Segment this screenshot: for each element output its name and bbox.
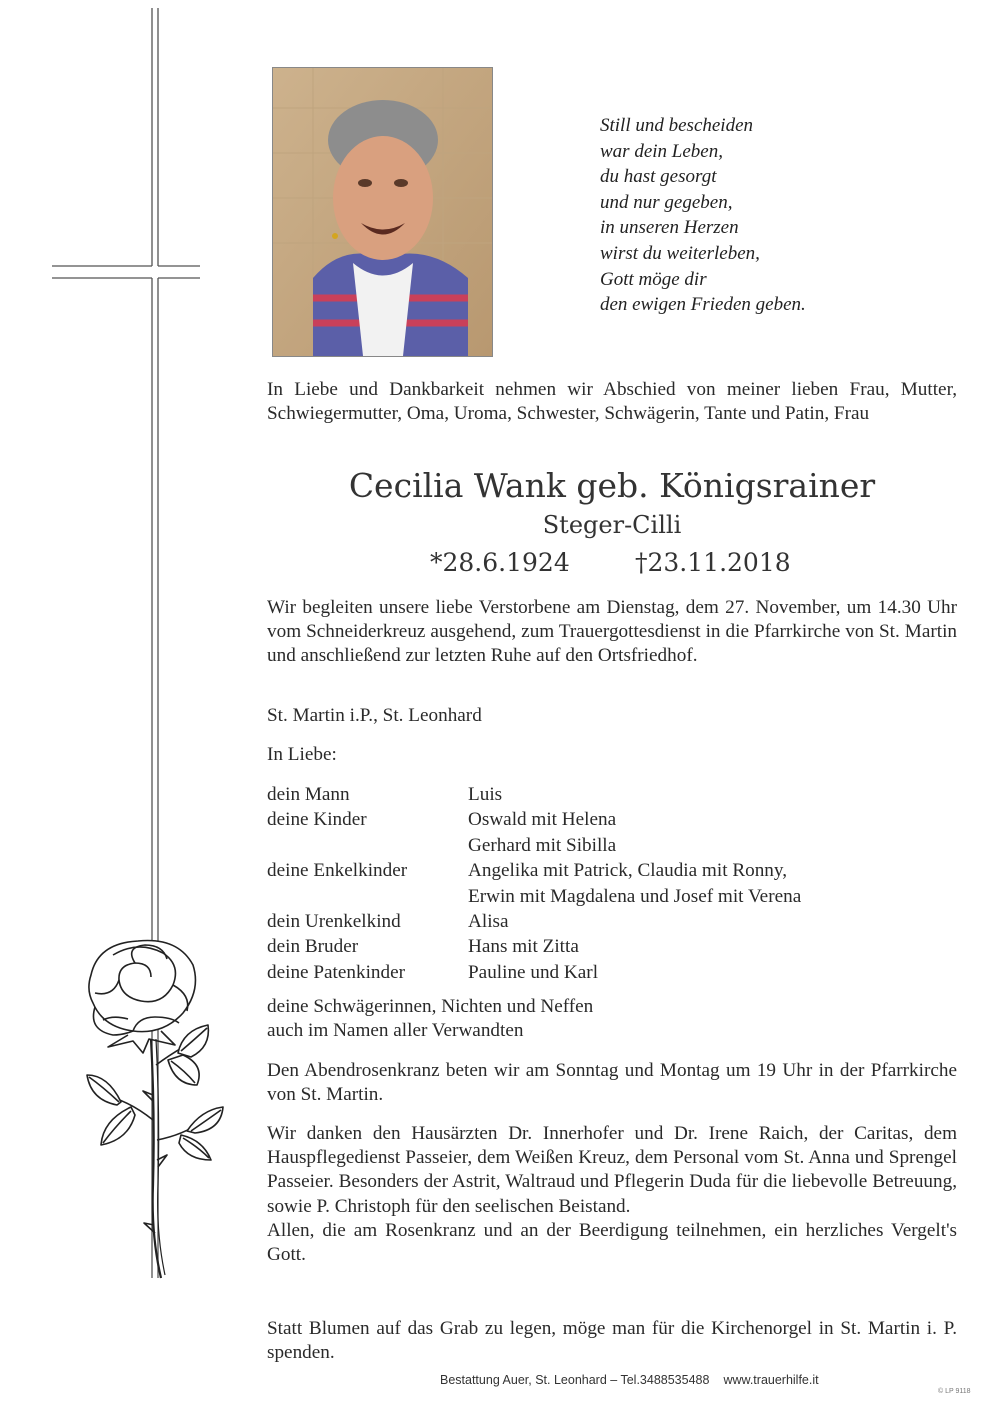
mourners-list (267, 782, 957, 985)
mourner-names: Gerhard mit Sibilla (468, 834, 617, 856)
print-code: © LP 9118 (938, 1388, 971, 1395)
poem (600, 113, 940, 318)
poem-line: Gott möge dir (600, 268, 707, 290)
relation: dein Urenkelkind (267, 910, 401, 932)
mourner-row (267, 934, 957, 959)
mourner-names: Hans mit Zitta (468, 936, 579, 958)
mourner-row (267, 782, 957, 807)
poem-line: war dein Leben, (600, 140, 723, 162)
funeral-notice: Wir begleiten unsere liebe Verstorbene am Dienstag, dem 27. November, um 14.30 Uhr vom Schneiderkreuz ausgehend, zum Trauergottesdienst in die Pfarrkirche von St. Martin und anschließend zur letzten Ruhe auf den Ortsfriedhof. (267, 597, 957, 667)
mourner-row (267, 909, 957, 934)
thanks-text (267, 1122, 957, 1267)
birth-date: *28.6.1924 (430, 548, 570, 577)
poem-line: und nur gegeben, (600, 191, 733, 213)
mourner-names: Alisa (468, 910, 509, 932)
deceased-nickname: Steger-Cilli (542, 511, 682, 539)
in-love-heading: In Liebe: (267, 744, 337, 765)
relation: deine Kinder (267, 809, 367, 831)
relation (267, 833, 468, 858)
mourner-row (267, 884, 957, 909)
poem-line: den ewigen Frieden geben. (600, 294, 806, 316)
undertaker-info: Bestattung Auer, St. Leonhard – Tel.3488535488 (440, 1373, 710, 1387)
poem-line: Still und bescheiden (600, 115, 754, 136)
portrait-photo (272, 67, 493, 357)
mourner-names: Oswald mit Helena (468, 809, 617, 831)
flowers-notice: Statt Blumen auf das Grab zu legen, möge man für die Kirchenorgel in St. Martin i. P. spenden. (267, 1318, 957, 1364)
death-date: †23.11.2018 (635, 548, 791, 577)
relatives-line: deine Schwägerinnen, Nichten und Neffen (267, 996, 594, 1017)
poem-line: du hast gesorgt (600, 166, 717, 188)
life-dates (430, 547, 810, 579)
mourner-names: Angelika mit Patrick, Claudia mit Ronny, (468, 860, 788, 882)
thanks-paragraph: Allen, die am Rosenkranz und an der Beerdigung teilnehmen, ein herzliches Vergelt's Gott. (267, 1219, 957, 1266)
website-link[interactable]: www.trauerhilfe.it (723, 1373, 819, 1387)
relation: dein Mann (267, 784, 350, 805)
thanks-paragraph: Wir danken den Hausärzten Dr. Innerhofer und Dr. Irene Raich, der Caritas, dem Hauspflegedienst Passeier, dem Weißen Kreuz, dem Personal vom St. Anna und Sprengel Passeier. Besonders der Astrit, Waltraud und Pflegerin Duda für die liebevolle Betreuung, sowie P. Christoph für den seelischen Beistand. (267, 1123, 957, 1217)
deceased-name: Cecilia Wank geb. Königsrainer (348, 466, 876, 505)
relation: deine Patenkinder (267, 961, 405, 983)
mourner-row (267, 858, 957, 883)
place-text: St. Martin i.P., St. Leonhard (267, 705, 482, 726)
mourner-names: Erwin mit Magdalena und Josef mit Verena (468, 885, 802, 907)
footer (440, 1373, 833, 1387)
relation (267, 884, 468, 909)
intro-text: In Liebe und Dankbarkeit nehmen wir Abschied von meiner lieben Frau, Mutter, Schwiegermutter, Oma, Uroma, Schwester, Schwägerin, Tante und Patin, Frau (267, 379, 957, 425)
rosary-notice: Den Abendrosenkranz beten wir am Sonntag und Montag um 19 Uhr in der Pfarrkirche von St. Martin. (267, 1060, 957, 1106)
mourner-names: Pauline und Karl (468, 961, 599, 983)
relatives-text (267, 995, 957, 1043)
relatives-line: auch im Namen aller Verwandten (267, 1020, 524, 1042)
mourner-names: Luis (468, 784, 503, 805)
rose-icon (83, 935, 233, 1284)
mourner-row (267, 807, 957, 832)
relation: deine Enkelkinder (267, 860, 408, 882)
mourner-row (267, 833, 957, 858)
poem-line: wirst du weiterleben, (600, 242, 760, 264)
mourner-row (267, 960, 957, 985)
poem-line: in unseren Herzen (600, 217, 739, 239)
relation: dein Bruder (267, 936, 359, 958)
